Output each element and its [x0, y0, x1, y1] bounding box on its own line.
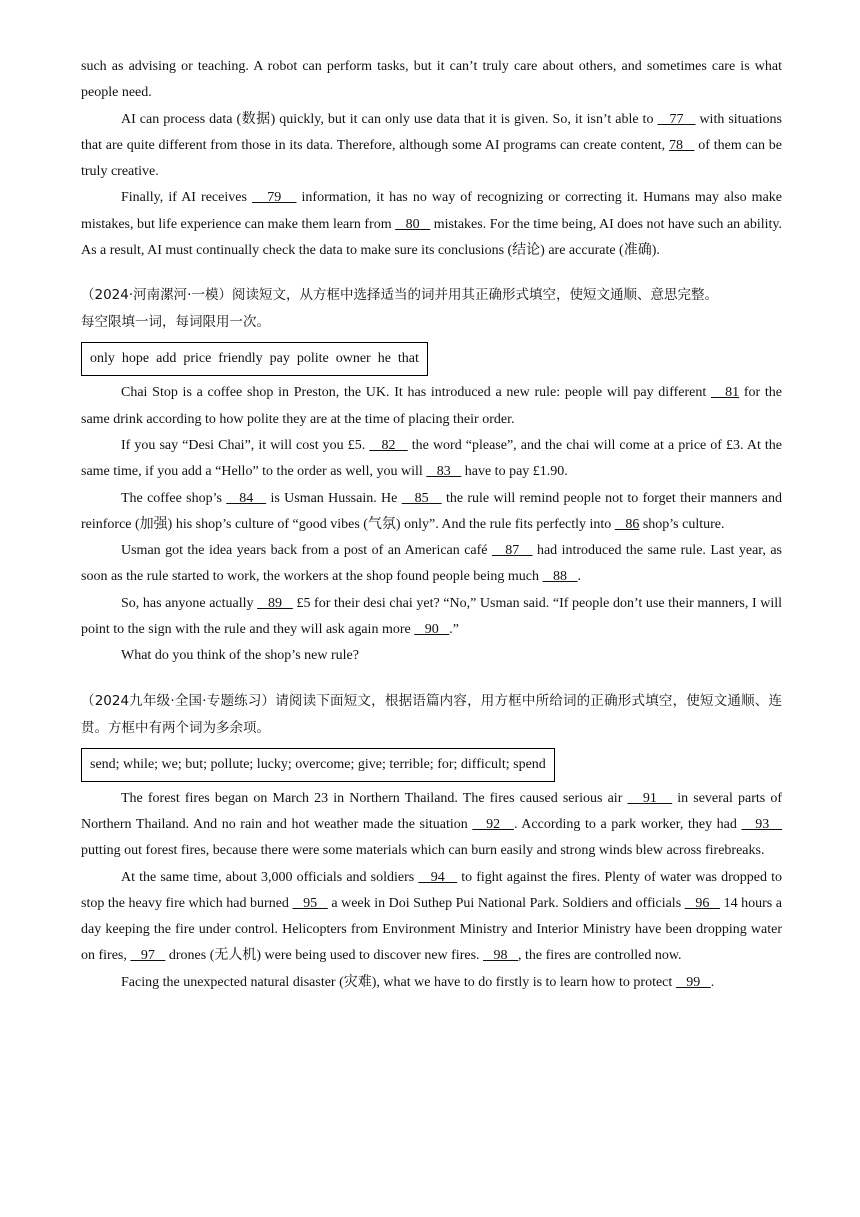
word-box	[81, 342, 428, 376]
paragraph	[81, 970, 782, 996]
paragraph	[81, 865, 782, 970]
blank-78: 78	[669, 137, 695, 153]
blank-95: 95	[292, 895, 328, 911]
text: At the same time, about 3,000 officials and soldiers	[121, 869, 419, 885]
document-page	[81, 54, 782, 996]
text: 14 hours a day keeping the fire under control. Helicopters from Environment Ministry and Interior Ministry have been dropping water on fires,	[81, 895, 782, 964]
text: If you say “Desi Chai”, it will cost you £5.	[121, 437, 370, 453]
blank-92: 92	[472, 816, 514, 832]
text: .	[710, 974, 715, 990]
blank-86: 86	[614, 516, 640, 532]
blank-97: 97	[130, 948, 166, 964]
paragraph	[81, 786, 782, 865]
text: the rule will remind people not to forget their manners and reinforce (加强) his shop’s culture of “good vibes (气氛) only”. And the rule fits perfectly into	[81, 490, 783, 532]
text: drones (无人机) were being used to discover new fires.	[165, 948, 484, 964]
text: Finally, if AI receives	[121, 190, 252, 206]
text: had introduced the same rule. Last year, as soon as the rule started to work, the workers at the shop found people being much	[81, 543, 783, 585]
paragraph	[81, 107, 782, 186]
section-instruction: 每空限填一词，每词限用一次。	[81, 314, 270, 331]
text: Usman got the idea years back from a post of an American café	[121, 543, 492, 559]
text: for the same drink according to how polite they are at the time of placing their order.	[81, 385, 783, 427]
text: .	[577, 569, 582, 585]
blank-79: 79	[251, 190, 297, 206]
blank-89: 89	[257, 595, 293, 611]
text: Chai Stop is a coffee shop in Preston, the UK. It has introduced a new rule: people will pay different	[121, 385, 711, 401]
paragraph: What do you think of the shop’s new rule?	[121, 648, 359, 664]
blank-88: 88	[542, 569, 578, 585]
text: The coffee shop’s	[121, 490, 227, 506]
text: to fight against the fires. Plenty of water was dropped to stop the heavy fire which had burned	[81, 869, 782, 911]
blank-94: 94	[418, 869, 458, 885]
blank-87: 87	[491, 543, 533, 559]
paragraph	[81, 185, 782, 264]
text: the word “please”, and the chai will come at a price of £3. At the same time, if you add a “Hello” to the order as well, you will	[81, 437, 782, 480]
text: £5 for their desi chai yet? “No,” Usman said. “If people don’t use their manners, I will point to the sign with the rule and they will ask again more	[81, 595, 783, 638]
text: of them can be truly creative.	[81, 137, 783, 180]
text: a week in Doi Suthep Pui National Park. Soldiers and officials	[327, 895, 685, 911]
blank-99: 99	[675, 974, 711, 990]
paragraph	[81, 380, 782, 433]
section-instruction: （2024九年级·全国·专题练习）请阅读下面短文，根据语篇内容，用方框中所给词的正确形式填空，使短文通顺、连贯。方框中有两个词为多余项。	[81, 692, 782, 736]
text: is Usman Hussain. He	[266, 490, 402, 506]
word-list: only hope add price friendly pay polite owner he that	[90, 351, 419, 367]
paragraph	[81, 591, 782, 644]
text: , the fires are controlled now.	[518, 948, 682, 964]
blank-93: 93	[741, 816, 783, 832]
word-list: send; while; we; but; pollute; lucky; overcome; give; terrible; for; difficult; spend	[90, 756, 546, 772]
blank-82: 82	[369, 437, 408, 453]
blank-91: 91	[627, 790, 673, 806]
blank-90: 90	[414, 622, 450, 638]
text: shop’s culture.	[639, 516, 725, 532]
blank-80: 80	[395, 216, 431, 232]
text: with situations that are quite different from those in its data. Therefore, although some AI programs can create content,	[81, 111, 783, 153]
paragraph	[81, 486, 782, 539]
text: AI can process data (数据) quickly, but it can only use data that it is given. So, it isn’t able to	[121, 111, 658, 127]
text: have to pay £1.90.	[461, 464, 568, 480]
text: . According to a park worker, they had	[513, 816, 742, 832]
text: So, has anyone actually	[121, 595, 258, 611]
text: .”	[449, 622, 459, 638]
blank-84: 84	[226, 490, 267, 506]
blank-96: 96	[684, 895, 721, 911]
blank-98: 98	[483, 948, 519, 964]
text: Facing the unexpected natural disaster (灾难), what we have to do firstly is to learn how to protect	[121, 974, 676, 990]
paragraph	[81, 538, 782, 591]
text: putting out forest fires, because there were some materials which can burn easily and strong winds blew across firebreaks.	[81, 843, 765, 859]
text: mistakes. For the time being, AI does not have such an ability. As a result, AI must continually check the data to make sure its conclusions (结论) are accurate (准确).	[81, 216, 783, 259]
blank-77: 77	[657, 111, 696, 127]
text: in several parts of Northern Thailand. And no rain and hot weather made the situation	[81, 790, 783, 832]
blank-85: 85	[401, 490, 442, 506]
blank-81: 81	[710, 385, 740, 401]
text: information, it has no way of recognizing or correcting it. Humans may also make mistakes, but life experience can make them learn from	[81, 190, 783, 232]
paragraph	[81, 433, 782, 486]
paragraph: such as advising or teaching. A robot can perform tasks, but it can’t truly care about others, and sometimes care is what people need.	[81, 59, 782, 101]
blank-83: 83	[426, 464, 462, 480]
word-box	[81, 748, 555, 782]
section-instruction: （2024·河南漯河·一模）阅读短文，从方框中选择适当的词并用其正确形式填空，使短文通顺、意思完整。	[81, 287, 718, 304]
text: The forest fires began on March 23 in Northern Thailand. The fires caused serious air	[121, 790, 628, 806]
